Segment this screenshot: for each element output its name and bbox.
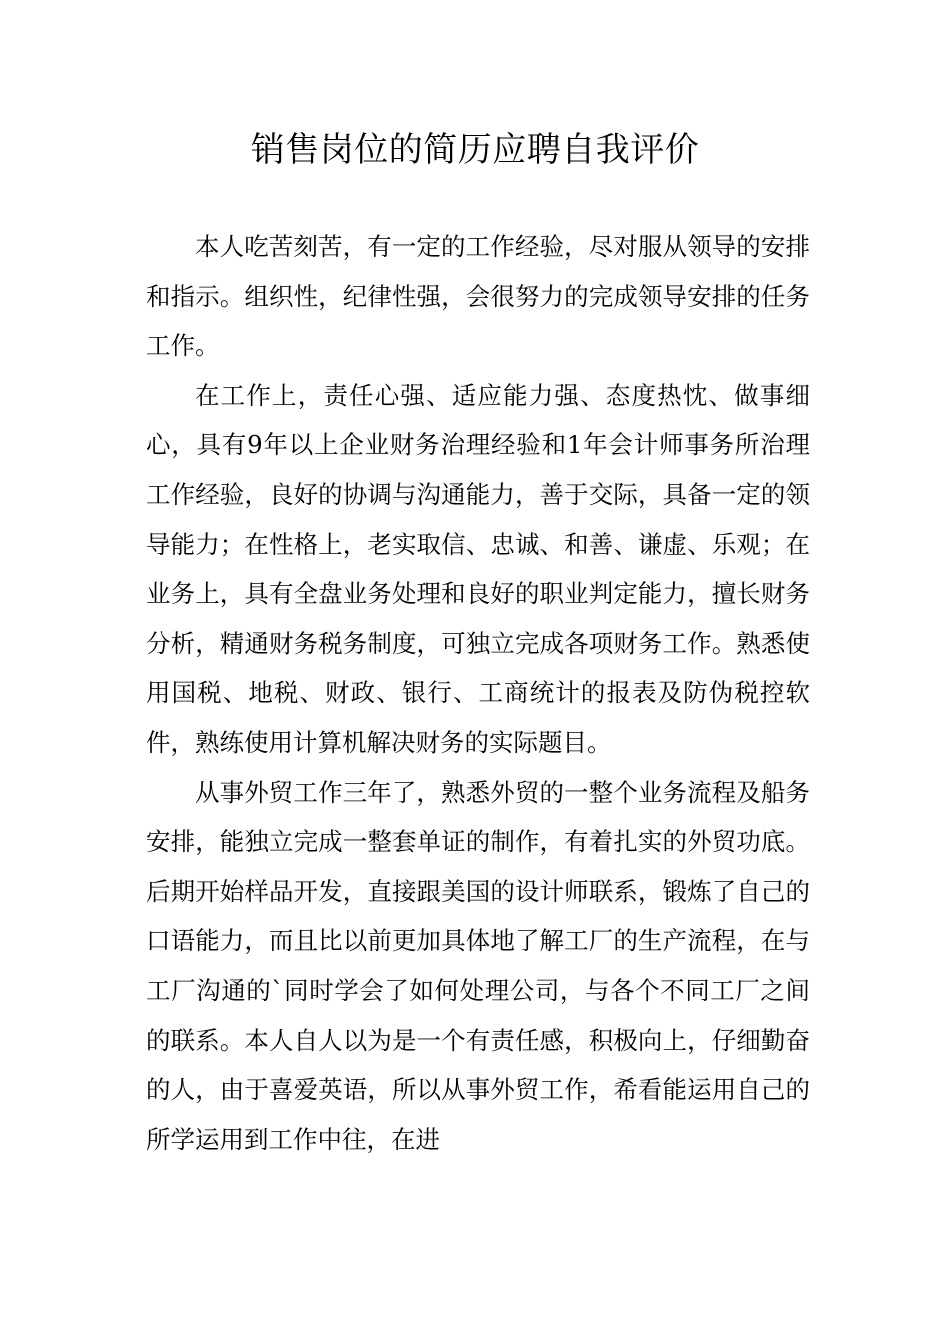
document-title: 销售岗位的简历应聘自我评价	[250, 130, 700, 170]
paragraph-1: 本人吃苦刻苦，有一定的工作经验，尽对服从领导的安排和指示。组织性，纪律性强，会很努力的完成领导安排的任务工作。	[146, 232, 810, 361]
paragraph-2: 在工作上，责任心强、适应能力强、态度热忱、做事细心，具有9年以上企业财务治理经验和1年会计师事务所治理工作经验，良好的协调与沟通能力，善于交际，具备一定的领导能力；在性格上，老实取信、忠诚、和善、谦虚、乐观；在业务上，具有全盘业务处理和良好的职业判定能力，擅长财务分析，精通财务税务制度，可独立完成各项财务工作。熟悉使用国税、地税、财政、银行、工商统计的报表及防伪税控软件，熟练使用计算机解决财务的实际题目。	[146, 380, 810, 757]
paragraph-3: 从事外贸工作三年了，熟悉外贸的一整个业务流程及船务安排，能独立完成一整套单证的制作，有着扎实的外贸功底。后期开始样品开发，直接跟美国的设计师联系，锻炼了自己的口语能力，而且比以前更加具体地了解工厂的生产流程，在与工厂沟通的`同时学会了如何处理公司，与各个不同工厂之间的联系。本人自人以为是一个有责任感，积极向上，仔细勤奋的人，由于喜爱英语，所以从事外贸工作，希看能运用自己的所学运用到工作中往，在进	[146, 777, 810, 1154]
document-body	[146, 222, 810, 1164]
